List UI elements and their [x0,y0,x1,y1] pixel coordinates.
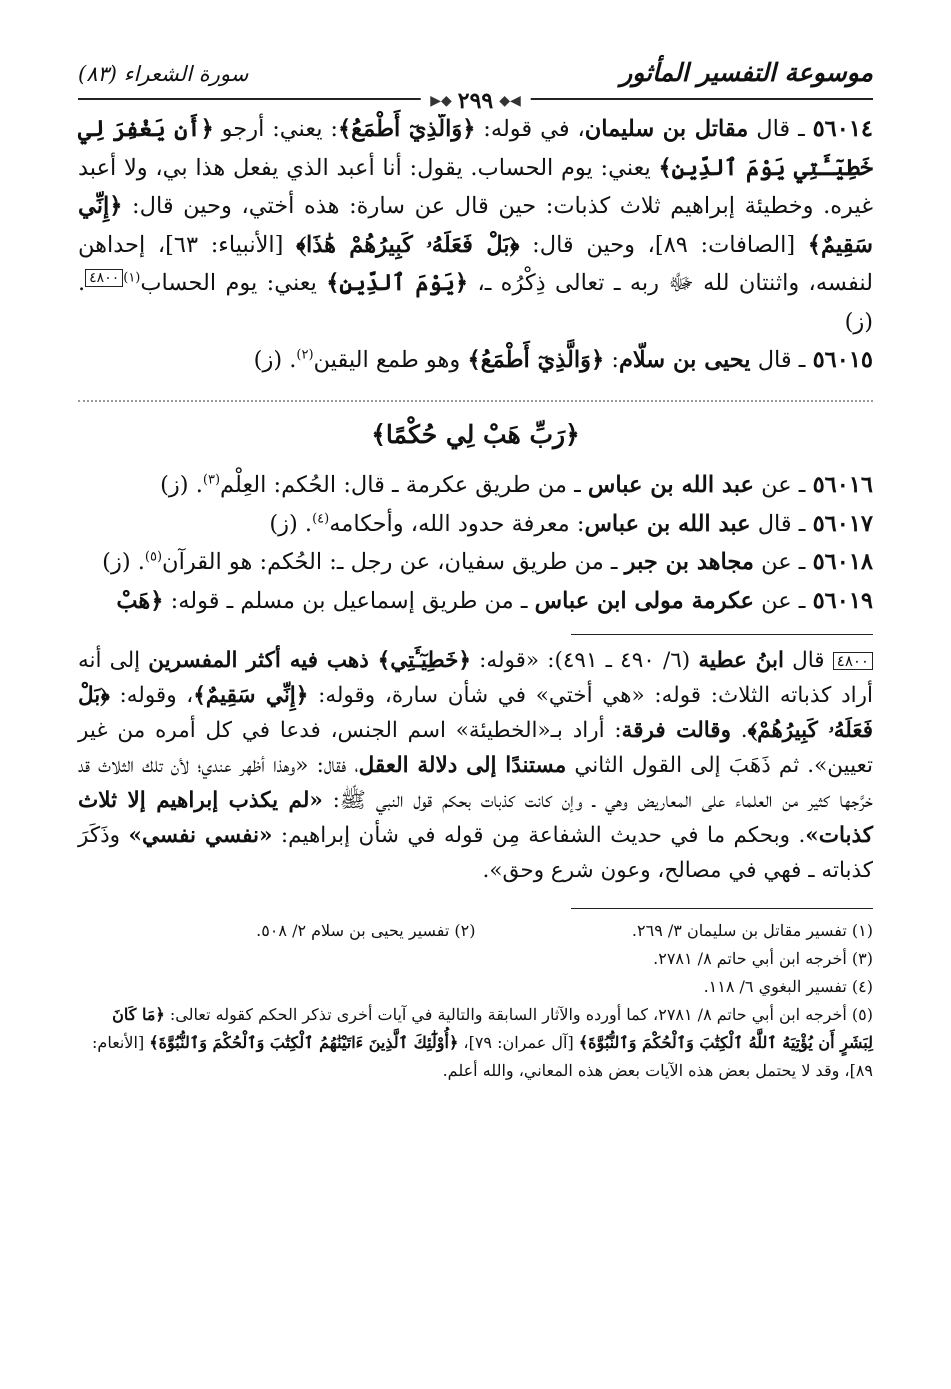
page-number: ٢٩٩ [457,88,494,114]
hadith-quote: «نفسي نفسي» [128,823,273,848]
ornament-icon: ◆▶ [430,93,452,109]
entry-text: يعني: يوم الحساب. يقول: أنا أعبد الذي يفعل هذا بي، ولا أعبد غيره. وخطيئة إبراهيم ثلاث كذبات: حين قال عن سارة: هذه أختي، وحين قال: [78,154,873,219]
quran-quote: ﴿وَالَّذِيٓ أَطْمَعُ﴾ [337,116,476,142]
surah-title: سورة الشعراء (٨٣) [78,62,249,86]
ornament-icon: ◀◆ [499,93,521,109]
quran-quote: ﴿مَا كَانَ لِبَشَرٍ أَن يُؤْتِيَهُ ٱللَّهُ ٱلْكِتَٰبَ وَٱلْحُكْمَ وَٱلنُّبُوَّةَ﴾ [112,1005,873,1052]
footnotes [78,917,873,1085]
entry-text: ـ من طريق إسماعيل بن مسلم ـ قوله: [163,587,535,614]
commentary-bold: مستندًا إلى دلالة العقل [358,753,567,778]
entry-56017 [78,505,873,544]
author-name: ابنُ عطية [698,648,784,673]
section-divider [78,400,873,402]
quran-quote: ﴿بَلْ فَعَلَهُۥ كَبِيرُهُمْ هَٰذَا﴾ [296,231,520,258]
commentary-ref-box[interactable]: ٤٨٠٠ [85,269,123,287]
entry-56014 [78,110,873,341]
narrator-name: عبد الله بن عباس [584,510,751,537]
book-title: موسوعة التفسير المأثور [620,58,873,87]
entry-number: ٥٦٠١٩ [812,587,873,614]
entry-text: وهو طمع اليقين [313,347,468,373]
entry-text: ـ عن [753,472,813,498]
commentary-ref-box: ٤٨٠٠ [833,652,873,670]
entry-56016 [78,466,873,505]
entry-end: . (ز) [160,472,203,498]
commentary-text: ، فقال: «وهذا أظهر عندي؛ لأن تلك الثلاث قد خرَّجها كثير من العلماء على المعاريض وهي ـ وإن كانت كذبات بحكم قول النبي ﷺ: [78,753,873,813]
narrator-name: مجاهد بن جبر [624,549,754,575]
commentary-text: : أراد بـ«الخطيئة» اسم الجنس، فدعا في كل أمره من غير تعيين». ثم ذَهَبَ إلى القول الثاني [78,718,873,778]
entry-text: ـ قال [750,510,813,537]
footnote-row [78,917,873,945]
entry-text: ـ من طريق عكرمة ـ قال: الحُكم: العِلْم [220,472,588,498]
quran-quote: ﴿إِنِّي سَقِيمٌ﴾ [78,193,873,258]
commentary-text: إلى أنه أراد كذباته الثلاث: قوله: «هي أختي» في شأن سارة، وقوله: [78,648,873,708]
footnote-ref[interactable]: (٤) [312,511,330,526]
commentary-text: (٦/ ٤٩٠ ـ ٤٩١): «قوله: [471,648,699,673]
footnote-ref[interactable]: (٥) [144,549,163,565]
quran-quote: ﴿هَبْ [116,587,164,614]
hadith-quote: «لم يكذب إبراهيم إلا ثلاث كذبات» [78,788,874,848]
narrator-name: عكرمة مولى ابن عباس [534,587,754,614]
entry-text: [الأنبياء: ٦٣]، إحداهن لنفسه، واثنتان لله ﷻ ربه ـ تعالى ذِكْرُه ـ، [78,231,873,296]
entry-text: ـ عن [753,549,813,575]
footnote-ref[interactable]: (٣) [202,472,221,488]
commentary-bold: وقالت فرقة [621,718,731,743]
commentary-text: . وبحكم ما في حديث الشفاعة مِن قوله في شأن إبراهيم: [272,823,806,848]
commentary-text: . [730,718,748,743]
entry-text: يعني: يوم الحساب [140,270,327,296]
entry-56019 [78,582,873,621]
footnote-4: (٤) تفسير البغوي ٦/ ١١٨. [703,977,873,996]
entry-end: . (ز) [102,549,145,575]
quran-quote: ﴿أَن يَغْفِرَ لِي خَطِيٓـَٔتِي يَوْمَ ٱلدِّينِ﴾ [78,116,873,181]
quran-quote: ﴿بَلْ فَعَلَهُۥ كَبِيرُهُمْ﴾ [78,683,873,743]
verse-heading: ﴿رَبِّ هَبْ لِي حُكْمًا﴾ [371,419,580,449]
commentary-bold: ذهب فيه أكثر المفسرين [148,648,378,673]
footnote-ref[interactable]: (١) [123,270,141,286]
book-page [78,48,873,1349]
entry-end: . (ز) [78,270,873,335]
footnote-2: (٢) تفسير يحيى بن سلام ٢/ ٥٠٨. [256,921,476,940]
footnote-1: (١) تفسير مقاتل بن سليمان ٣/ ٢٦٩. [631,921,873,940]
commentary-text: ، وقوله: [109,683,194,708]
footnote-text: (٥) أخرجه ابن أبي حاتم ٨/ ٢٧٨١، كما أورده والآثار السابقة والتالية في آيات أخرى تذكر الحكم كقوله تعالى: [164,1005,873,1024]
footnotes-rule [571,908,873,909]
entry-text: ـ قال [750,347,813,373]
entry-end: . (ز) [269,510,313,537]
footnote-ref[interactable]: (٢) [296,347,314,363]
page-number-block [420,88,531,114]
quran-quote: ﴿أُوْلَٰٓئِكَ ٱلَّذِينَ ءَاتَيْنَٰهُمُ ٱلْكِتَٰبَ وَٱلْحُكْمَ وَٱلنُّبُوَّةَ﴾ [149,1033,459,1052]
entry-text: : معرفة حدود الله، وأحكامه [329,510,585,537]
entry-text: ـ من طريق سفيان، عن رجل ـ: الحُكم: هو القرآن [162,549,625,575]
entry-text: ـ قال [748,116,813,142]
footnote-5 [78,1001,873,1085]
entry-end: . (ز) [253,347,297,373]
narrator-name: عبد الله بن عباس [587,472,754,498]
entry-number: ٥٦٠١٤ [812,116,873,142]
entry-56015 [78,341,873,380]
footnote-text: [آل عمران: ٧٩]، [458,1033,579,1052]
narrator-name: يحيى بن سلّام [618,347,751,373]
quran-quote: ﴿خَطِيٓـَٔتِي﴾ [377,648,471,673]
quran-quote: ﴿يَوْمَ ٱلدِّينِ﴾ [326,270,469,296]
commentary-rule [571,634,873,635]
quran-quote: ﴿وَالَّذِيٓ أَطْمَعُ﴾ [467,347,605,373]
entry-text: : [604,347,619,373]
quran-quote: ﴿إِنِّي سَقِيمٌ﴾ [193,683,309,708]
entry-number: ٥٦٠١٧ [812,510,873,537]
commentary-text: قال [783,648,833,673]
footnote-text: [الأنعام: ٨٩]، وقد لا يحتمل بعض هذه الآيات بعض هذه المعاني، والله أعلم. [92,1033,873,1080]
commentary-text: وذَكَرَ كذباته ـ فهي في مصالح، وعون شرع وحق». [78,823,873,883]
page-header [78,48,873,114]
commentary-block [78,643,873,888]
entry-text: ، في قوله: [475,116,585,142]
entry-56018 [78,543,873,582]
entry-number: ٥٦٠١٨ [812,549,873,575]
footnote-3: (٣) أخرجه ابن أبي حاتم ٨/ ٢٧٨١. [653,949,873,968]
entry-number: ٥٦٠١٥ [812,347,873,373]
entry-text: ـ عن [753,587,813,614]
entry-text: [الصافات: ٨٩]، وحين قال: [519,231,808,258]
narrator-name: مقاتل بن سليمان [584,116,749,142]
entry-number: ٥٦٠١٦ [812,472,873,498]
main-text [78,110,873,620]
entry-text: : يعني: أرجو [213,116,338,142]
